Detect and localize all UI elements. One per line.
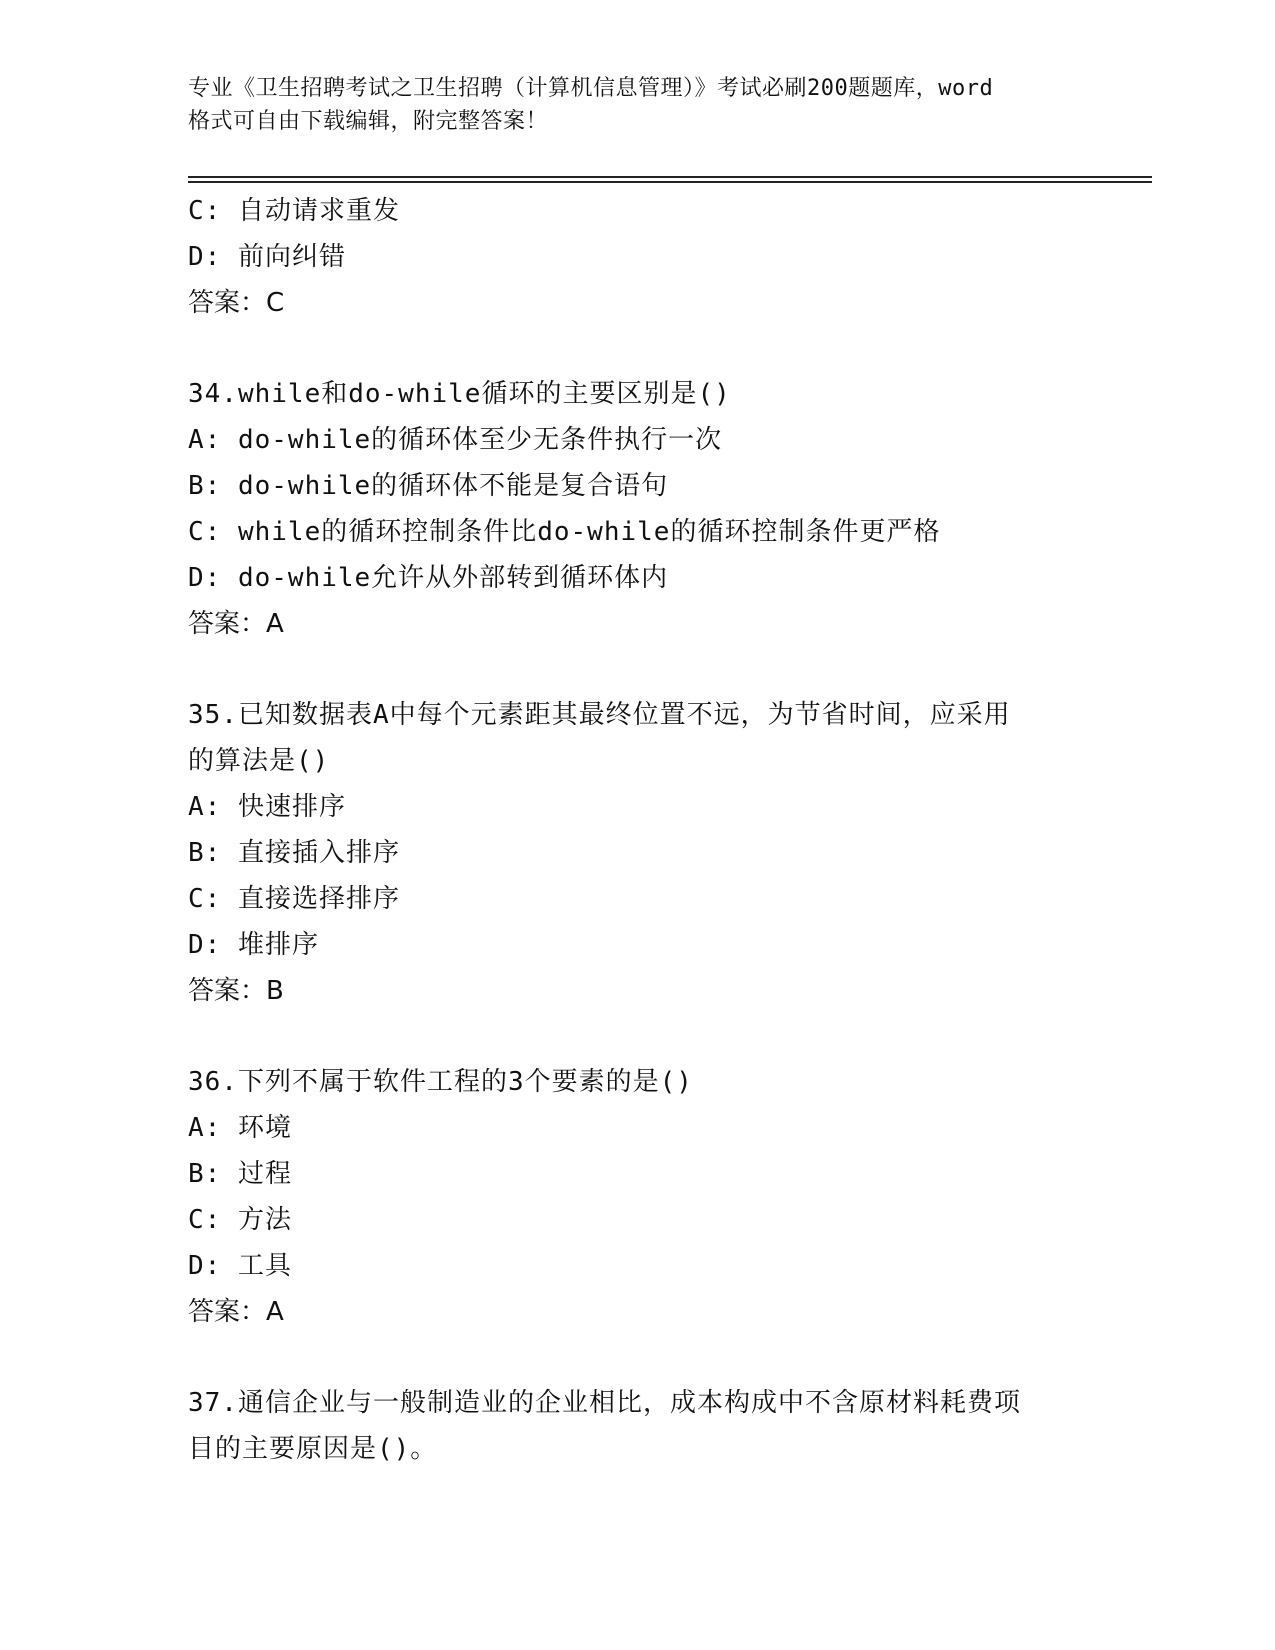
- option-a: A: 环境: [188, 1113, 292, 1143]
- answer: 答案：B: [188, 976, 284, 1006]
- option-c: C: 自动请求重发: [188, 196, 400, 226]
- question-text: 37.通信企业与一般制造业的企业相比，成本构成中不含原材料耗费项: [188, 1388, 1021, 1418]
- option-c: C: while的循环控制条件比do-while的循环控制条件更严格: [188, 517, 941, 547]
- option-d: D: do-while允许从外部转到循环体内: [188, 563, 669, 593]
- header-line-1: 专业《卫生招聘考试之卫生招聘（计算机信息管理）》考试必刷200题题库，word: [188, 76, 994, 101]
- question-37: [188, 1380, 1108, 1472]
- option-d: D: 工具: [188, 1251, 292, 1281]
- option-c: C: 直接选择排序: [188, 884, 400, 914]
- question-text: 36.下列不属于软件工程的3个要素的是(): [188, 1067, 693, 1097]
- question-text: 目的主要原因是()。: [188, 1434, 438, 1464]
- header-divider: [188, 176, 1152, 178]
- option-c: C: 方法: [188, 1205, 292, 1235]
- question-text: 35.已知数据表A中每个元素距其最终位置不远，为节省时间，应采用: [188, 700, 1011, 730]
- option-d: D: 堆排序: [188, 930, 319, 960]
- answer: 答案：A: [188, 609, 284, 639]
- answer: 答案：A: [188, 1297, 284, 1327]
- option-a: A: 快速排序: [188, 792, 346, 822]
- document-header: [188, 72, 1088, 138]
- document-body: [188, 188, 1108, 1472]
- option-a: A: do-while的循环体至少无条件执行一次: [188, 425, 723, 455]
- question-34: [188, 371, 1108, 647]
- option-d: D: 前向纠错: [188, 242, 346, 272]
- option-b: B: do-while的循环体不能是复合语句: [188, 471, 669, 501]
- option-b: B: 过程: [188, 1159, 292, 1189]
- question-36: [188, 1059, 1108, 1335]
- header-line-2: 格式可自由下载编辑，附完整答案！: [188, 109, 549, 134]
- header-divider: [188, 181, 1152, 183]
- option-b: B: 直接插入排序: [188, 838, 400, 868]
- question-35: [188, 692, 1108, 1014]
- question-text: 的算法是(): [188, 746, 330, 776]
- answer: 答案：C: [188, 288, 285, 318]
- question-33-tail: [188, 188, 1108, 326]
- question-text: 34.while和do-while循环的主要区别是(): [188, 379, 731, 409]
